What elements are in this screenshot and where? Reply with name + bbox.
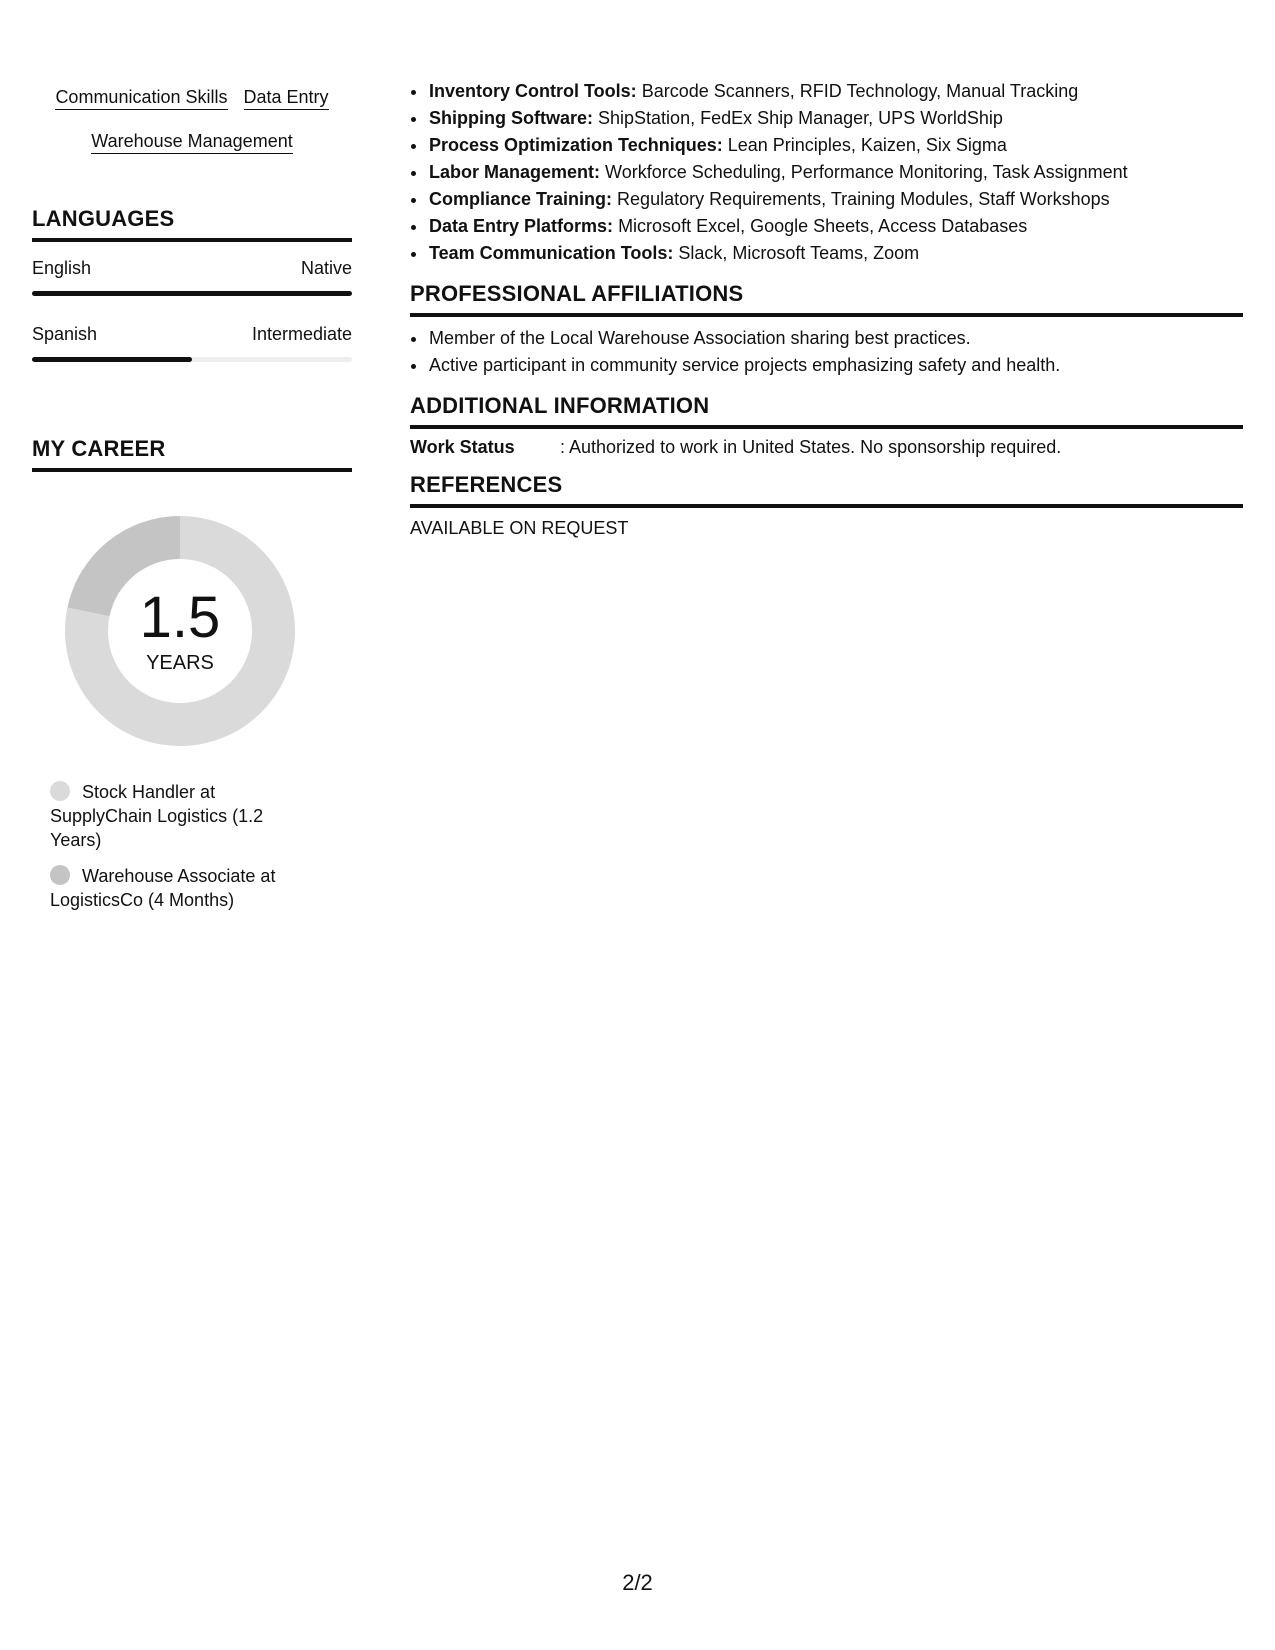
left-column [32,78,352,924]
tool-name: Data Entry Platforms: [429,216,614,236]
skill-tag: Data Entry [244,88,329,110]
languages-section [32,206,352,362]
tool-value: ShipStation, FedEx Ship Manager, UPS WorldShip [598,108,1003,128]
tool-value: Microsoft Excel, Google Sheets, Access Databases [618,216,1028,236]
tool-item [428,186,1243,213]
affiliations-section [410,281,1243,379]
tool-name: Process Optimization Techniques: [429,135,723,155]
right-column [410,78,1243,539]
language-name: Spanish [32,324,98,344]
tools-list [410,78,1243,267]
tool-name: Labor Management: [429,162,601,182]
language-level: Intermediate [251,324,352,344]
affiliation-item: • Active participant in community service projects emphasizing safety and health. [428,352,1243,379]
career-section [32,436,352,912]
skills-tags [32,78,352,166]
affiliation-item: • Member of the Local Warehouse Association sharing best practices. [428,325,1243,352]
work-status-label: Work Status [410,437,515,457]
language-bar-fill [32,291,352,296]
language-item [32,324,352,362]
tool-item [428,159,1243,186]
career-donut [65,516,295,746]
career-unit: YEARS [146,652,214,674]
career-legend-item [50,864,305,912]
tool-value: Barcode Scanners, RFID Technology, Manual Tracking [641,81,1079,101]
tool-name: Team Communication Tools: [429,243,674,263]
skill-tag: Warehouse Management [91,132,292,154]
tool-name: Compliance Training: [429,189,613,209]
language-name: English [32,258,92,278]
tool-value: Slack, Microsoft Teams, Zoom [678,243,920,263]
work-status-value: : Authorized to work in United States. No sponsorship required. [560,437,1062,457]
language-bar-fill [32,357,192,362]
legend-dot-icon [50,781,70,801]
tool-item [428,78,1243,105]
tool-name: Inventory Control Tools: [429,81,637,101]
page-number: 2/2 [622,1570,653,1595]
tool-item [428,213,1243,240]
tool-value: Lean Principles, Kaizen, Six Sigma [727,135,1007,155]
language-item [32,258,352,296]
work-status-row [410,437,1243,458]
language-bar [32,357,352,362]
tool-value: Workforce Scheduling, Performance Monitoring, Task Assignment [605,162,1128,182]
tool-item [428,240,1243,267]
career-legend-label: Warehouse Associate at LogisticsCo (4 Months) [50,866,276,910]
career-legend-label: Stock Handler at SupplyChain Logistics (1.2 Years) [50,782,264,850]
career-legend-item [50,780,305,852]
additional-title: ADDITIONAL INFORMATION [410,393,1243,429]
references-text: AVAILABLE ON REQUEST [410,518,629,538]
tool-item [428,132,1243,159]
languages-title: LANGUAGES [32,206,352,242]
language-level: Native [300,258,352,278]
additional-section [410,393,1243,458]
career-total: 1.5 [139,585,221,650]
affiliations-list [410,325,1243,379]
language-bar [32,291,352,296]
references-section [410,472,1243,539]
skill-tag: Communication Skills [55,88,227,110]
tool-name: Shipping Software: [429,108,593,128]
career-title: MY CAREER [32,436,352,472]
affiliations-title: PROFESSIONAL AFFILIATIONS [410,281,1243,317]
references-title: REFERENCES [410,472,1243,508]
tool-value: Regulatory Requirements, Training Modules, Staff Workshops [617,189,1110,209]
career-legend [50,780,305,912]
legend-dot-icon [50,865,70,885]
tool-item [428,105,1243,132]
